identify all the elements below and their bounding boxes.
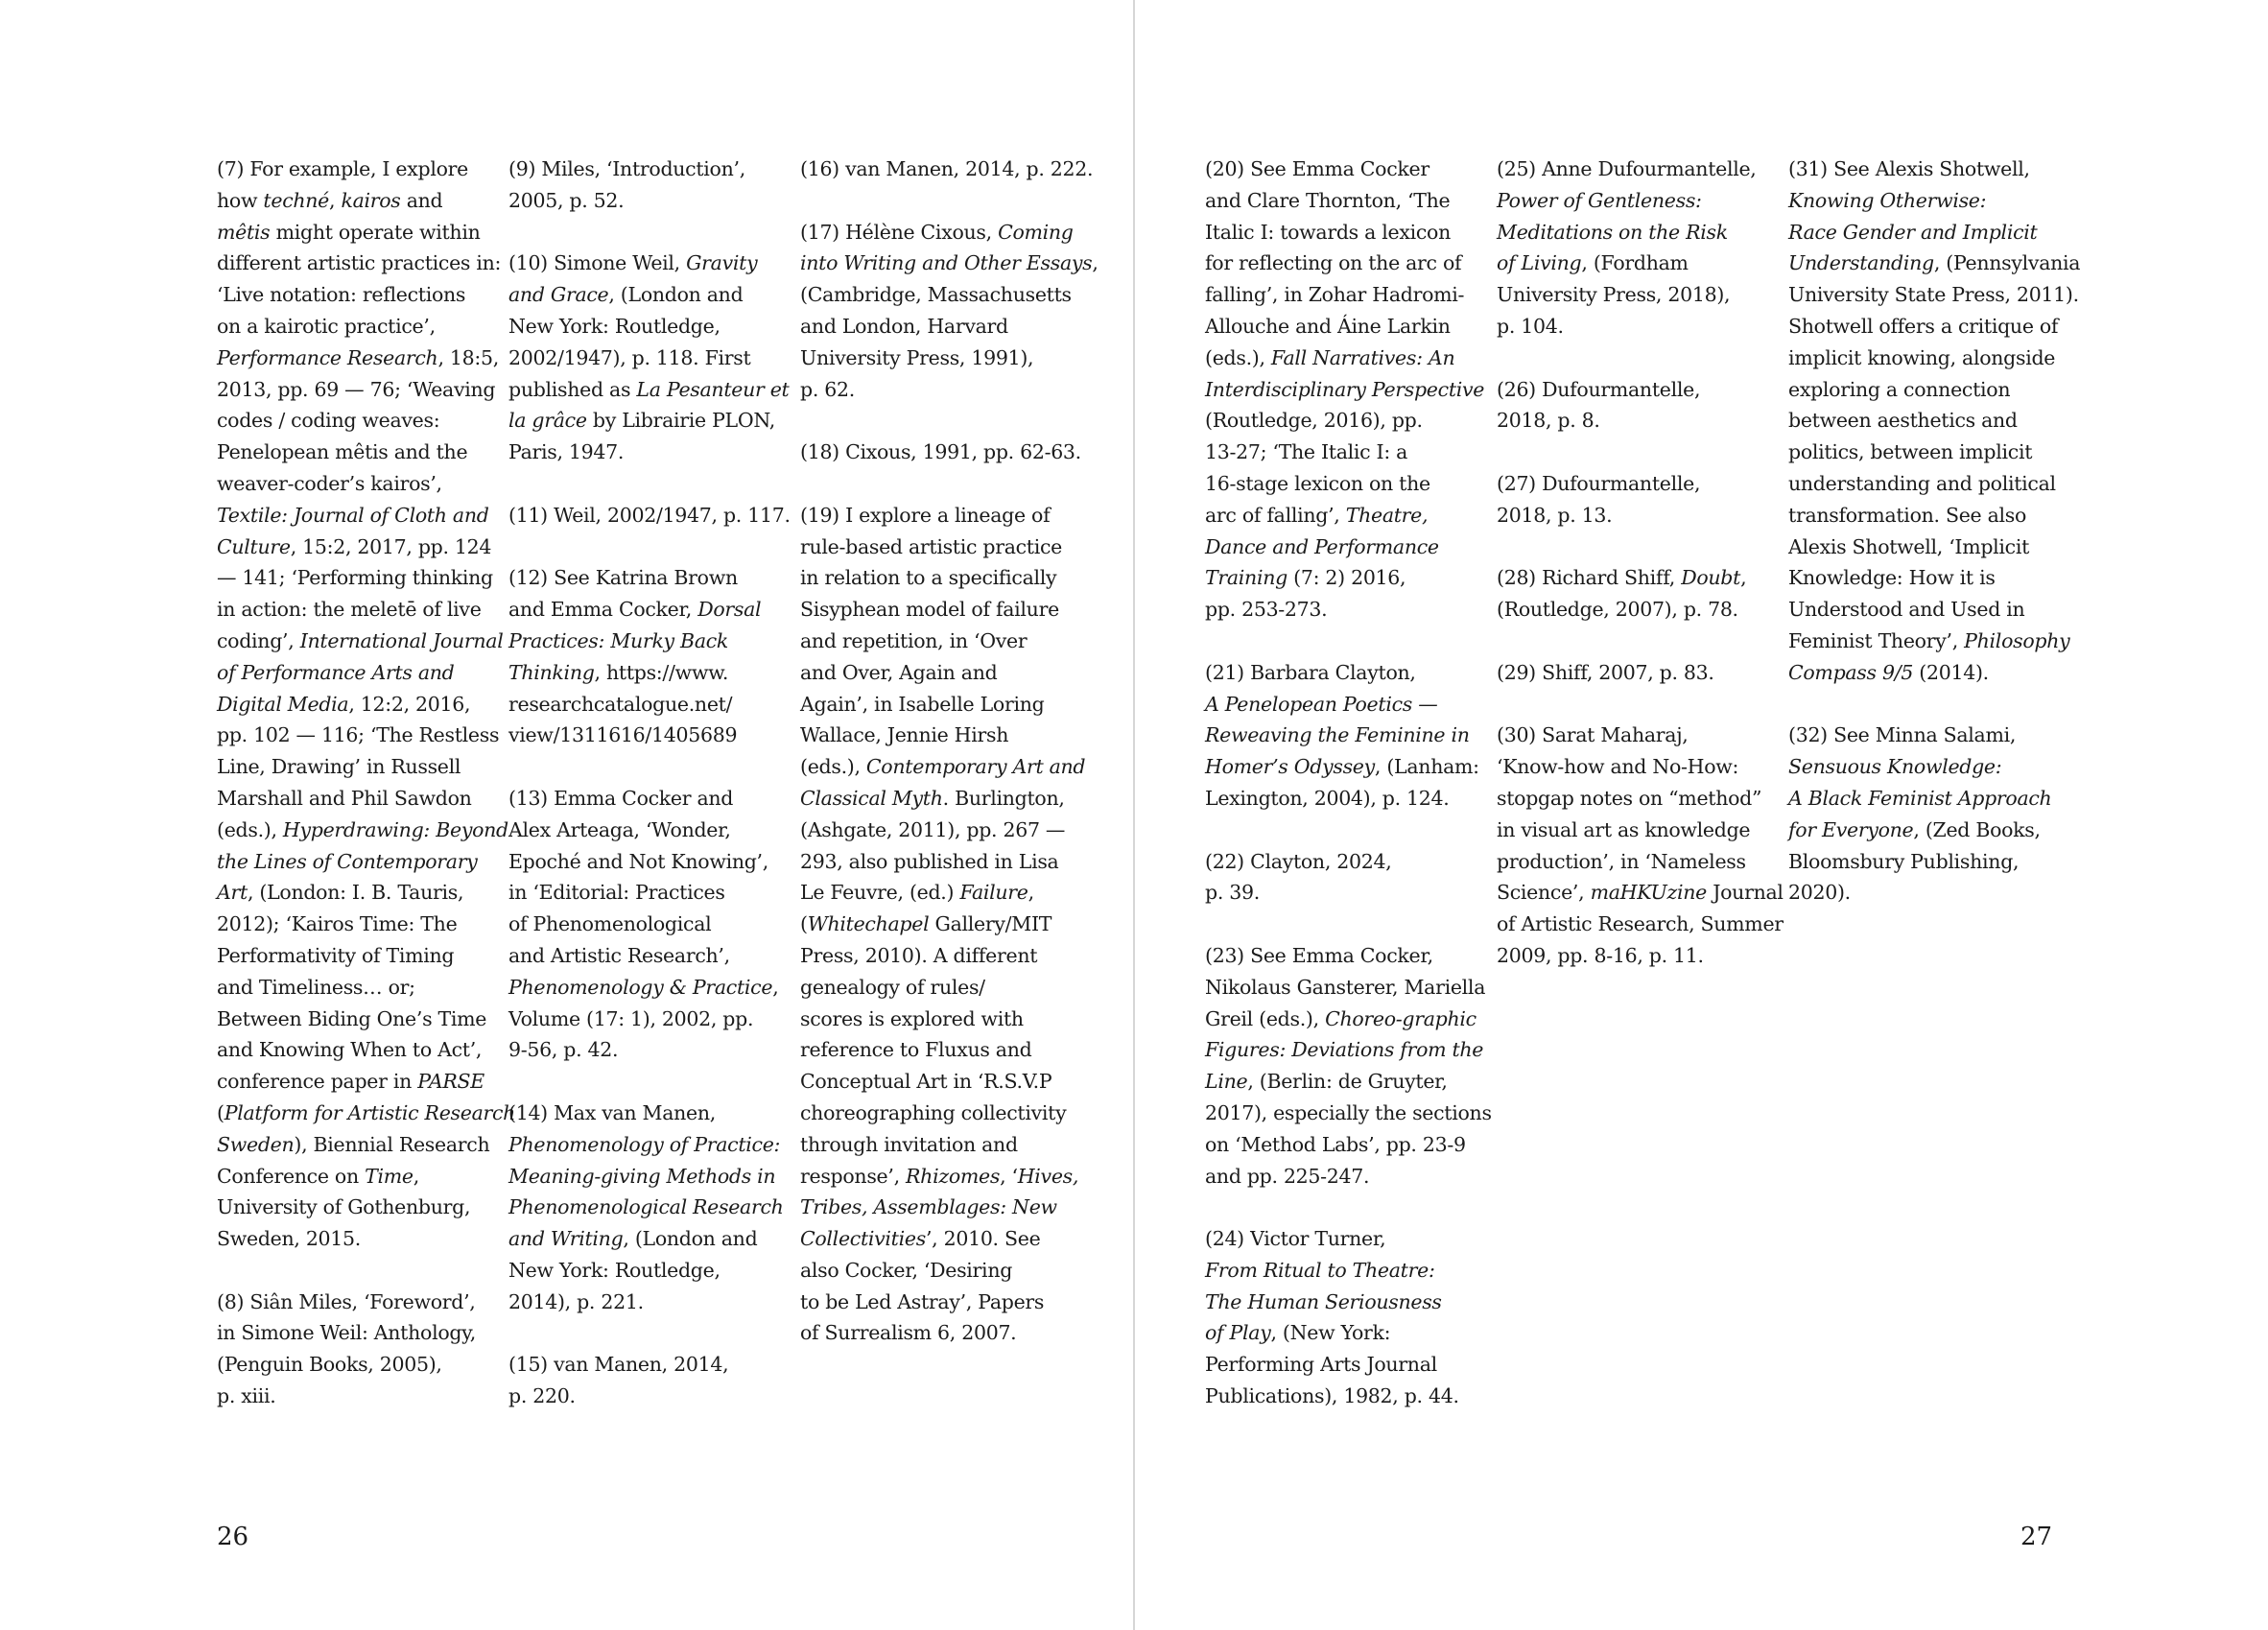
endnote-line: (17) Hélène Cixous, Coming	[800, 220, 1074, 244]
endnote-line: Figures: Deviations from the	[1205, 1038, 1484, 1062]
endnote-line: (24) Victor Turner,	[1205, 1227, 1386, 1251]
endnote-line: 2014), p. 221.	[508, 1289, 644, 1313]
endnote-line: New York: Routledge,	[508, 1258, 721, 1282]
endnote-line: understanding and political	[1788, 471, 2056, 495]
endnote-line: Classical Myth. Burlington,	[800, 786, 1065, 810]
endnote	[1497, 562, 1770, 626]
endnote-line: (12) See Katrina Brown	[508, 566, 738, 590]
endnote	[508, 248, 790, 468]
endnote-line: (Routledge, 2016), pp.	[1205, 409, 1423, 433]
endnote-line: of Performance Arts and	[217, 660, 455, 684]
endnote	[1205, 846, 1478, 909]
endnote-line: Training (7: 2) 2016,	[1205, 566, 1406, 590]
endnote-line: (Ashgate, 2011), pp. 267 —	[800, 817, 1066, 841]
endnote-line: stopgap notes on “method”	[1497, 786, 1762, 810]
endnote-line: Phenomenology of Practice:	[508, 1132, 781, 1156]
page-number-left: 26	[217, 1523, 249, 1551]
endnote-line: la grâce by Librairie PLON,	[508, 409, 775, 433]
endnote-line: (23) See Emma Cocker,	[1205, 943, 1433, 967]
endnote-line: Thinking, https://www.	[508, 660, 729, 684]
endnote-line: on a kairotic practice’,	[217, 314, 436, 338]
endnote	[508, 1349, 782, 1412]
endnote-line: Feminist Theory’, Philosophy	[1788, 628, 2070, 652]
endnote-line: for reflecting on the arc of	[1205, 251, 1462, 275]
endnote-line: (20) See Emma Cocker	[1205, 157, 1429, 180]
endnote-line: and Grace, (London and	[508, 283, 744, 307]
left-notes-column-3	[800, 154, 1099, 1381]
endnote	[217, 1287, 490, 1412]
endnote-line: (16) van Manen, 2014, p. 222.	[800, 157, 1094, 180]
endnote-line: 16-stage lexicon on the	[1205, 471, 1430, 495]
endnote-line: Allouche and Áine Larkin	[1205, 314, 1451, 338]
endnote	[1205, 940, 1492, 1192]
left-notes-column-1	[217, 154, 516, 1444]
endnote-line: on ‘Method Labs’, pp. 23-9	[1205, 1132, 1466, 1156]
endnote-line: A Penelopean Poetics —	[1205, 692, 1438, 716]
endnote	[508, 500, 791, 532]
endnote-line: Marshall and Phil Sawdon	[217, 786, 472, 810]
endnote-line: 2020).	[1788, 881, 1851, 905]
endnote-line: 2009, pp. 8-16, p. 11.	[1497, 943, 1704, 967]
endnote-line: (eds.), Fall Narratives: An	[1205, 345, 1455, 369]
endnote-line: in action: the meletē of live	[217, 598, 482, 622]
endnote-line: in ‘Editorial: Practices	[508, 881, 725, 905]
endnote	[508, 783, 782, 1066]
page-number-right: 27	[2020, 1523, 2053, 1551]
endnote-line: Alexis Shotwell, ‘Implicit	[1788, 534, 2030, 558]
endnote-line: mêtis might operate within	[217, 220, 481, 244]
endnote-line: Bloomsbury Publishing,	[1788, 849, 2020, 873]
endnote-line: (21) Barbara Clayton,	[1205, 660, 1416, 684]
endnote	[1497, 720, 1784, 971]
endnote-line: between aesthetics and	[1788, 409, 2018, 433]
endnote-line: (11) Weil, 2002/1947, p. 117.	[508, 503, 791, 527]
endnote-line: Homer’s Odyssey, (Lanham:	[1205, 755, 1479, 779]
endnote-line: Meditations on the Risk	[1497, 220, 1728, 244]
endnote-line: pp. 253-273.	[1205, 598, 1328, 622]
endnote-line: (30) Sarat Maharaj,	[1497, 723, 1689, 747]
endnote-line: and London, Harvard	[800, 314, 1008, 338]
endnote-line: From Ritual to Theatre:	[1205, 1258, 1435, 1282]
endnote-line: Le Feuvre, (ed.) Failure,	[800, 881, 1034, 905]
endnote-line: exploring a connection	[1788, 377, 2011, 401]
endnote	[217, 154, 516, 1255]
endnote-line: production’, in ‘Nameless	[1497, 849, 1746, 873]
endnote-line: Conceptual Art in ‘R.S.V.P	[800, 1070, 1052, 1094]
endnote-line: Performativity of Timing	[217, 943, 455, 967]
endnote-line: Nikolaus Gansterer, Mariella	[1205, 975, 1486, 999]
endnote-line: 2005, p. 52.	[508, 188, 625, 212]
endnote-line: Sensuous Knowledge:	[1788, 755, 2002, 779]
endnote-line: University Press, 2018),	[1497, 283, 1731, 307]
endnote-line: scores is explored with	[800, 1006, 1024, 1030]
endnote-line: University of Gothenburg,	[217, 1195, 471, 1219]
endnote-line: 2017), especially the sections	[1205, 1100, 1492, 1124]
endnote	[800, 217, 1099, 406]
endnote	[1497, 374, 1770, 437]
endnote-line: Science’, maHKUzine Journal	[1497, 881, 1784, 905]
endnote-line: implicit knowing, alongside	[1788, 345, 2056, 369]
endnote-line: Power of Gentleness:	[1497, 188, 1702, 212]
endnote-line: University State Press, 2011).	[1788, 283, 2079, 307]
endnote-line: Reweaving the Feminine in	[1205, 723, 1470, 747]
endnote-line: (Whitechapel Gallery/MIT	[800, 912, 1052, 936]
endnote-line: 2018, p. 13.	[1497, 503, 1613, 527]
endnote-line: 293, also published in Lisa	[800, 849, 1059, 873]
endnote-line: 2013, pp. 69 — 76; ‘Weaving	[217, 377, 496, 401]
right-notes-column-2	[1497, 154, 1784, 1004]
endnote-line: to be Led Astray’, Papers	[800, 1289, 1045, 1313]
endnote-line: Line, (Berlin: de Gruyter,	[1205, 1070, 1448, 1094]
endnote	[800, 500, 1086, 1350]
book-spine	[1133, 0, 1135, 1630]
endnote-line: and Knowing When to Act’,	[217, 1038, 483, 1062]
endnote	[1788, 154, 2081, 689]
endnote-line: and Emma Cocker, Dorsal	[508, 598, 762, 622]
endnote-line: Line, Drawing’ in Russell	[217, 755, 461, 779]
endnote-line: University Press, 1991),	[800, 345, 1034, 369]
right-notes-column-3	[1788, 154, 2081, 940]
endnote	[1205, 1223, 1478, 1412]
endnote-line: New York: Routledge,	[508, 314, 721, 338]
endnote-line: (27) Dufourmantelle,	[1497, 471, 1701, 495]
endnote-line: the Lines of Contemporary	[217, 849, 478, 873]
endnote	[1497, 657, 1770, 689]
endnote	[508, 562, 782, 751]
endnote	[1205, 154, 1485, 626]
endnote-line: Italic I: towards a lexicon	[1205, 220, 1451, 244]
endnote-line: reference to Fluxus and	[800, 1038, 1032, 1062]
endnote-line: Art, (London: I. B. Tauris,	[217, 881, 464, 905]
endnote-line: p. 104.	[1497, 314, 1564, 338]
endnote-line: ‘Live notation: reflections	[217, 283, 466, 307]
endnote-line: The Human Seriousness	[1205, 1289, 1442, 1313]
endnote-line: Penelopean mêtis and the	[217, 440, 468, 464]
endnote-line: A Black Feminist Approach	[1788, 786, 2052, 810]
endnote-line: view/1311616/1405689	[508, 723, 738, 747]
endnote-line: — 141; ‘Performing thinking	[217, 566, 493, 590]
endnote-line: Publications), 1982, p. 44.	[1205, 1384, 1459, 1408]
endnote-line: arc of falling’, Theatre,	[1205, 503, 1429, 527]
endnote-line: of Phenomenological	[508, 912, 712, 936]
endnote-line: published as La Pesanteur et	[508, 377, 790, 401]
endnote-line: and Writing, (London and	[508, 1227, 758, 1251]
endnote-line: Shotwell offers a critique of	[1788, 314, 2059, 338]
endnote-line: Again’, in Isabelle Loring	[800, 692, 1045, 716]
endnote	[800, 154, 1094, 185]
endnote-line: Volume (17: 1), 2002, pp.	[508, 1006, 754, 1030]
endnote-line: politics, between implicit	[1788, 440, 2033, 464]
endnote	[800, 437, 1081, 468]
endnote-line: (Cambridge, Massachusetts	[800, 283, 1072, 307]
endnote-line: genealogy of rules/	[800, 975, 985, 999]
endnote-line: Understood and Used in	[1788, 598, 2025, 622]
endnote-line: Meaning-giving Methods in	[508, 1164, 776, 1188]
endnote-line: how techné, kairos and	[217, 188, 443, 212]
endnote-line: Sisyphean model of failure	[800, 598, 1059, 622]
endnote-line: Press, 2010). A different	[800, 943, 1038, 967]
endnote-line: falling’, in Zohar Hadromi-	[1205, 283, 1465, 307]
endnote-line: and repetition, in ‘Over	[800, 628, 1028, 652]
endnote-line: and Timeliness… or;	[217, 975, 415, 999]
endnote-line: Knowledge: How it is	[1788, 566, 1996, 590]
endnote-line: (10) Simone Weil, Gravity	[508, 251, 758, 275]
endnote-line: choreographing collectivity	[800, 1100, 1067, 1124]
endnote-line: Phenomenology & Practice,	[508, 975, 779, 999]
endnote-line: transformation. See also	[1788, 503, 2027, 527]
endnote-line: 2002/1947), p. 118. First	[508, 345, 751, 369]
endnote-line: Wallace, Jennie Hirsh	[800, 723, 1009, 747]
endnote	[508, 1098, 782, 1318]
endnote-line: (Platform for Artistic Research	[217, 1100, 516, 1124]
endnote-line: Compass 9/5 (2014).	[1788, 660, 1989, 684]
endnote-line: (Routledge, 2007), p. 78.	[1497, 598, 1738, 622]
endnote-line: in visual art as knowledge	[1497, 817, 1751, 841]
endnote-line: for Everyone, (Zed Books,	[1788, 817, 2041, 841]
endnote-line: Understanding, (Pennsylvania	[1788, 251, 2081, 275]
endnote-line: Race Gender and Implicit	[1788, 220, 2038, 244]
endnote-line: Knowing Otherwise:	[1788, 188, 1987, 212]
endnote-line: of Surrealism 6, 2007.	[800, 1321, 1017, 1345]
endnote-line: (15) van Manen, 2014,	[508, 1353, 729, 1377]
endnote	[1497, 468, 1770, 532]
endnote	[1497, 154, 1770, 343]
endnote-line: conference paper in PARSE	[217, 1070, 484, 1094]
endnote-line: coding’, International Journal	[217, 628, 504, 652]
endnote-line: also Cocker, ‘Desiring	[800, 1258, 1013, 1282]
endnote-line: researchcatalogue.net/	[508, 692, 733, 716]
endnote	[1788, 720, 2062, 909]
endnote-line: Greil (eds.), Choreo-graphic	[1205, 1006, 1477, 1030]
endnote-line: (13) Emma Cocker and	[508, 786, 734, 810]
endnote-line: (32) See Minna Salami,	[1788, 723, 2017, 747]
endnote-line: in relation to a specifically	[800, 566, 1057, 590]
endnote-line: (31) See Alexis Shotwell,	[1788, 157, 2030, 180]
endnote-line: (9) Miles, ‘Introduction’,	[508, 157, 745, 180]
endnote-line: (28) Richard Shiff, Doubt,	[1497, 566, 1747, 590]
endnote-line: Performance Research, 18:5,	[217, 345, 499, 369]
endnote-line: of Artistic Research, Summer	[1497, 912, 1784, 936]
endnote-line: Conference on Time,	[217, 1164, 419, 1188]
endnote-line: (18) Cixous, 1991, pp. 62-63.	[800, 440, 1081, 464]
endnote-line: Interdisciplinary Perspective	[1205, 377, 1485, 401]
endnote-line: and Artistic Research’,	[508, 943, 730, 967]
endnote-line: (7) For example, I explore	[217, 157, 468, 180]
endnote-line: Phenomenological Research	[508, 1195, 784, 1219]
endnote-line: into Writing and Other Essays,	[800, 251, 1099, 275]
endnote-line: Alex Arteaga, ‘Wonder,	[508, 817, 731, 841]
endnote	[1205, 657, 1478, 815]
endnote	[508, 154, 782, 217]
endnote-line: p. 220.	[508, 1384, 576, 1408]
endnote-line: 13-27; ‘The Italic I: a	[1205, 440, 1408, 464]
endnote-line: Performing Arts Journal	[1205, 1353, 1437, 1377]
endnote-line: rule-based artistic practice	[800, 534, 1063, 558]
endnote-line: Digital Media, 12:2, 2016,	[217, 692, 471, 716]
endnote-line: 2012); ‘Kairos Time: The	[217, 912, 458, 936]
endnote-line: (26) Dufourmantelle,	[1497, 377, 1701, 401]
endnote-line: and pp. 225-247.	[1205, 1164, 1370, 1188]
endnote-line: (8) Siân Miles, ‘Foreword’,	[217, 1289, 476, 1313]
endnote-line: Lexington, 2004), p. 124.	[1205, 786, 1450, 810]
endnote-line: codes / coding weaves:	[217, 409, 440, 433]
endnote-line: ‘Know-how and No-How:	[1497, 755, 1739, 779]
endnote-line: Practices: Murky Back	[508, 628, 729, 652]
endnote-line: Tribes, Assemblages: New	[800, 1195, 1057, 1219]
endnote-line: (22) Clayton, 2024,	[1205, 849, 1392, 873]
endnote-line: (eds.), Hyperdrawing: Beyond	[217, 817, 508, 841]
endnote-line: (19) I explore a lineage of	[800, 503, 1051, 527]
endnote-line: Between Biding One’s Time	[217, 1006, 487, 1030]
endnote-line: Sweden), Biennial Research	[217, 1132, 490, 1156]
endnote-line: Culture, 15:2, 2017, pp. 124	[217, 534, 492, 558]
endnote-line: p. xiii.	[217, 1384, 276, 1408]
right-notes-column-1	[1205, 154, 1492, 1444]
endnote-line: in Simone Weil: Anthology,	[217, 1321, 476, 1345]
endnote-line: (25) Anne Dufourmantelle,	[1497, 157, 1757, 180]
endnote-line: response’, Rhizomes, ‘Hives,	[800, 1164, 1079, 1188]
endnote-line: pp. 102 — 116; ‘The Restless	[217, 723, 500, 747]
endnote-line: and Clare Thornton, ‘The	[1205, 188, 1451, 212]
endnote-line: (29) Shiff, 2007, p. 83.	[1497, 660, 1714, 684]
endnote-line: of Play, (New York:	[1205, 1321, 1391, 1345]
endnote-line: Paris, 1947.	[508, 440, 625, 464]
endnote-line: p. 39.	[1205, 881, 1260, 905]
endnote-line: 2018, p. 8.	[1497, 409, 1600, 433]
endnote-line: p. 62.	[800, 377, 855, 401]
endnote-line: (14) Max van Manen,	[508, 1100, 716, 1124]
endnote-line: and Over, Again and	[800, 660, 998, 684]
endnote-line: 9-56, p. 42.	[508, 1038, 619, 1062]
endnote-line: of Living, (Fordham	[1497, 251, 1689, 275]
endnote-line: through invitation and	[800, 1132, 1018, 1156]
endnote-line: Collectivities’, 2010. See	[800, 1227, 1041, 1251]
endnote-line: (eds.), Contemporary Art and	[800, 755, 1086, 779]
left-notes-column-2	[508, 154, 791, 1444]
endnote-line: Textile: Journal of Cloth and	[217, 503, 489, 527]
endnote-line: Sweden, 2015.	[217, 1227, 362, 1251]
endnote-line: Epoché and Not Knowing’,	[508, 849, 768, 873]
endnote-line: Dance and Performance	[1205, 534, 1439, 558]
endnote-line: (Penguin Books, 2005),	[217, 1353, 442, 1377]
endnote-line: different artistic practices in:	[217, 251, 502, 275]
endnote-line: weaver-coder’s kairos’,	[217, 471, 442, 495]
